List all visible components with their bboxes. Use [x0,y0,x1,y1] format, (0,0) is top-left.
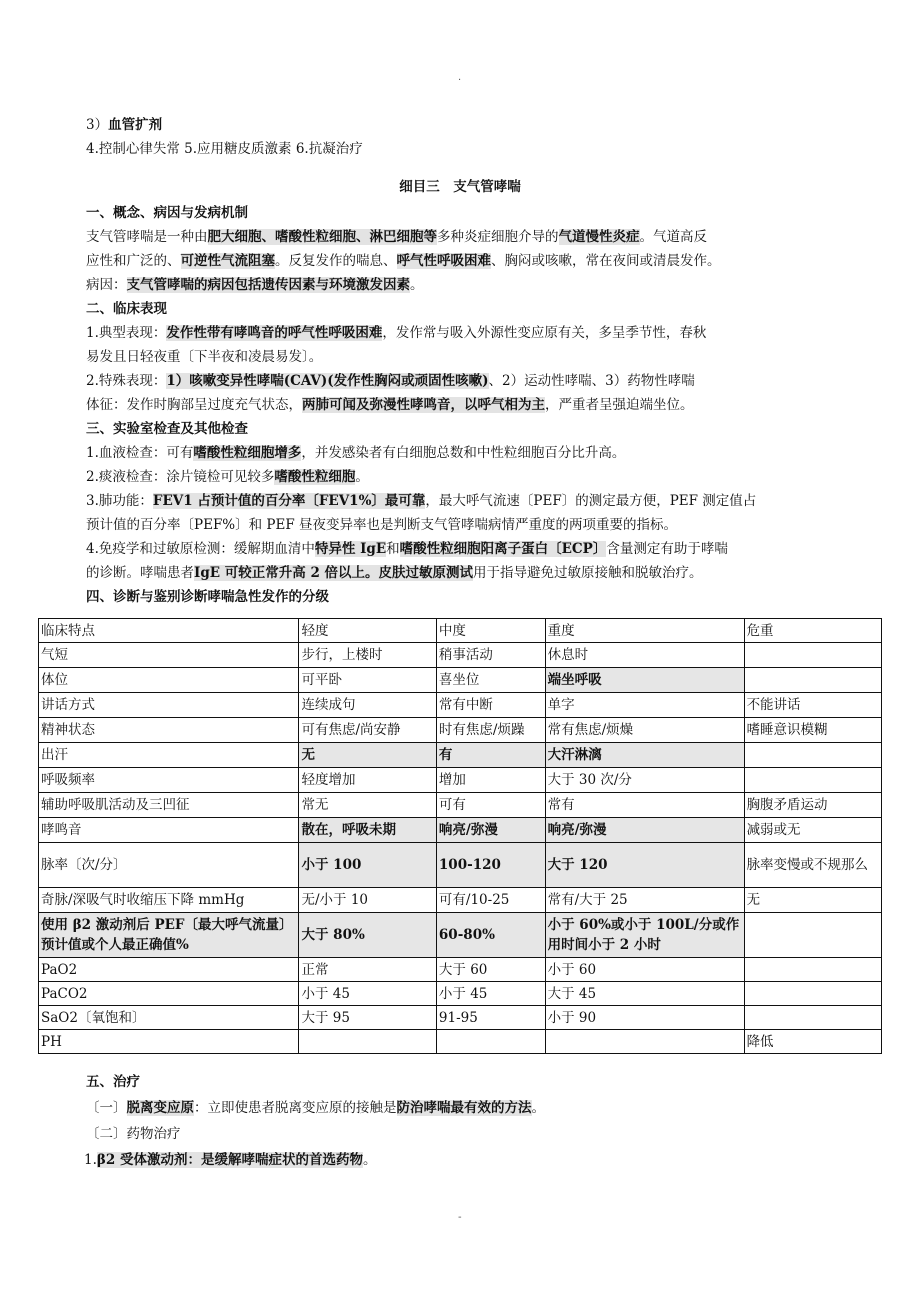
s2-line-2: 易发且日轻夜重〔下半夜和凌晨易发〕。 [86,349,323,365]
table-cell: 大于 60 [436,958,545,982]
table-cell: 响亮/弥漫 [545,818,744,843]
table-cell: PaO2 [39,958,299,982]
severity-table [38,618,882,1054]
table-cell: PaCO2 [39,982,299,1006]
table-cell: 无 [299,743,436,768]
table-cell: 小于 45 [436,982,545,1006]
table-cell: 常有/大于 25 [545,888,744,913]
table-cell: 可有焦虑/尚安静 [299,718,436,743]
table-header-cell: 临床特点 [39,619,299,643]
table-cell: 可平卧 [299,668,436,693]
table-cell: 连续成句 [299,693,436,718]
table-cell: PH [39,1030,299,1054]
table-cell: 奇脉/深吸气时收缩压下降 mmHg [39,888,299,913]
s2-line-4: 体征：发作时胸部呈过度充气状态，两肺可闻及弥漫性哮鸣音，以呼气相为主，严重者呈强迫端坐位。 [86,397,694,413]
table-cell: 大于 45 [545,982,744,1006]
table-cell: 大于 30 次/分 [545,768,744,793]
table-cell: 端坐呼吸 [545,668,744,693]
table-header-cell: 重度 [545,619,744,643]
table-cell: 散在，呼吸未期 [299,818,436,843]
table-row [39,1030,882,1054]
table-cell: 稍事活动 [436,643,545,668]
s3-line-5: 4.免疫学和过敏原检测：缓解期血清中特异性 IgE和嗜酸性粒细胞阳离子蛋白〔ECP〕含量测定有助于哮喘 [86,541,728,557]
table-cell [545,1030,744,1054]
s3-line-6: 的诊断。哮喘患者IgE 可较正常升高 2 倍以上。皮肤过敏原测试用于指导避免过敏原接触和脱敏治疗。 [86,565,703,581]
s3-line-3: 3.肺功能：FEV1 占预计值的百分率〔FEV1%〕最可靠，最大呼气流速〔PEF〕的测定最方便，PEF 测定值占 [86,493,757,509]
table-cell: 小于 100 [299,843,436,888]
table-cell [744,1006,881,1030]
table-cell: 100-120 [436,843,545,888]
table-cell [744,743,881,768]
table-row [39,693,882,718]
table-cell [299,1030,436,1054]
table-cell: 哮鸣音 [39,818,299,843]
intro-line-1: 3）血管扩剂 [86,117,163,133]
table-cell [744,668,881,693]
s5-line-3: 1.β2 受体激动剂：是缓解哮喘症状的首选药物。 [84,1152,377,1168]
table-cell: 大于 120 [545,843,744,888]
footer-mark: - [458,1212,462,1223]
table-cell: 不能讲话 [744,693,881,718]
heading-4: 四、诊断与鉴别诊断哮喘急性发作的分级 [86,589,329,605]
table-cell: 91-95 [436,1006,545,1030]
table-row [39,818,882,843]
table-cell: 精神状态 [39,718,299,743]
table-cell: 脉率〔次/分〕 [39,843,299,888]
table-row [39,643,882,668]
table-cell: 有 [436,743,545,768]
table-cell: 常无 [299,793,436,818]
table-cell: 常有 [545,793,744,818]
table-header-cell: 轻度 [299,619,436,643]
table-cell: 胸腹矛盾运动 [744,793,881,818]
document-body [86,113,846,609]
table-header-cell: 危重 [744,619,881,643]
table-cell: 使用 β2 激动剂后 PEF〔最大呼气流量〕预计值或个人最正确值% [39,913,299,958]
table-row [39,982,882,1006]
table-row [39,668,882,693]
heading-3: 三、实验室检查及其他检查 [86,421,248,437]
table-cell: 60-80% [436,913,545,958]
table-cell: 时有焦虑/烦躁 [436,718,545,743]
section-title: 细目三 支气管哮喘 [399,179,521,195]
table-cell: 常有焦虑/烦燥 [545,718,744,743]
table-cell: 正常 [299,958,436,982]
table-cell: 大汗淋漓 [545,743,744,768]
table-cell [436,1030,545,1054]
table-cell: SaO2〔氧饱和〕 [39,1006,299,1030]
table-cell: 讲话方式 [39,693,299,718]
table-cell: 增加 [436,768,545,793]
table-cell [744,643,881,668]
table-row [39,793,882,818]
table-cell: 响亮/弥漫 [436,818,545,843]
table-cell: 步行，上楼时 [299,643,436,668]
table-cell: 呼吸频率 [39,768,299,793]
heading-2: 二、临床表现 [86,301,167,317]
table-cell: 休息时 [545,643,744,668]
s5-line-2: 〔二〕药物治疗 [86,1126,181,1142]
table-cell [744,913,881,958]
table-row [39,913,882,958]
table-cell: 无/小于 10 [299,888,436,913]
table-cell: 小于 45 [299,982,436,1006]
table-cell: 降低 [744,1030,881,1054]
table-cell: 常有中断 [436,693,545,718]
table-cell: 气短 [39,643,299,668]
treatment-section [86,1069,846,1173]
table-cell: 可有 [436,793,545,818]
s5-line-1: 〔一〕脱离变应原：立即使患者脱离变应原的接触是防治哮喘最有效的方法。 [86,1100,545,1116]
s3-line-1: 1.血液检查：可有嗜酸性粒细胞增多，并发感染者有白细胞总数和中性粒细胞百分比升高。 [86,445,626,461]
table-cell: 嗜睡意识模糊 [744,718,881,743]
table-cell: 喜坐位 [436,668,545,693]
s3-line-4: 预计值的百分率〔PEF%〕和 PEF 昼夜变异率也是判断支气管哮喘病情严重度的两项重要的指标。 [86,517,678,533]
table-cell: 出汗 [39,743,299,768]
heading-1: 一、概念、病因与发病机制 [86,205,248,221]
table-cell: 体位 [39,668,299,693]
table-row [39,888,882,913]
table-cell: 小于 60 [545,958,744,982]
table-cell: 轻度增加 [299,768,436,793]
table-cell: 大于 95 [299,1006,436,1030]
table-cell [744,958,881,982]
table-row [39,958,882,982]
s1-para-line-3: 病因：支气管哮喘的病因包括遗传因素与环境激发因素。 [86,277,424,293]
intro-line-2: 4.控制心律失常 5.应用糖皮质激素 6.抗凝治疗 [86,141,363,157]
heading-5: 五、治疗 [86,1074,140,1090]
table-cell: 小于 90 [545,1006,744,1030]
table-cell: 辅助呼吸肌活动及三凹征 [39,793,299,818]
table-cell: 无 [744,888,881,913]
s1-para-line-2: 应性和广泛的、可逆性气流阻塞。反复发作的喘息、呼气性呼吸困难、胸闷或咳嗽，常在夜间或清晨发作。 [86,253,721,269]
table-cell: 可有/10-25 [436,888,545,913]
s2-line-3: 2.特殊表现：1）咳嗽变异性哮喘(CAV)(发作性胸闷或顽固性咳嗽)、2）运动性哮喘、3）药物性哮喘 [86,373,695,389]
table-row [39,718,882,743]
table-row [39,743,882,768]
s2-line-1: 1.典型表现：发作性带有哮鸣音的呼气性呼吸困难，发作常与吸入外源性变应原有关，多呈季节性，春秋 [86,325,707,341]
s3-line-2: 2.痰液检查：涂片镜检可见较多嗜酸性粒细胞。 [86,469,369,485]
header-mark: . [458,72,462,83]
table-header-row [39,619,882,643]
table-cell: 小于 60%或小于 100L/分或作用时间小于 2 小时 [545,913,744,958]
table-cell: 脉率变慢或不规那么 [744,843,881,888]
table-cell [744,982,881,1006]
s1-para-line-1: 支气管哮喘是一种由肥大细胞、嗜酸性粒细胞、淋巴细胞等多种炎症细胞介导的气道慢性炎症。气道高反 [86,229,707,245]
table-row [39,843,882,888]
table-cell [744,768,881,793]
table-header-cell: 中度 [436,619,545,643]
table-row [39,768,882,793]
table-cell: 单字 [545,693,744,718]
table-row [39,1006,882,1030]
table-cell: 大于 80% [299,913,436,958]
table-cell: 减弱或无 [744,818,881,843]
